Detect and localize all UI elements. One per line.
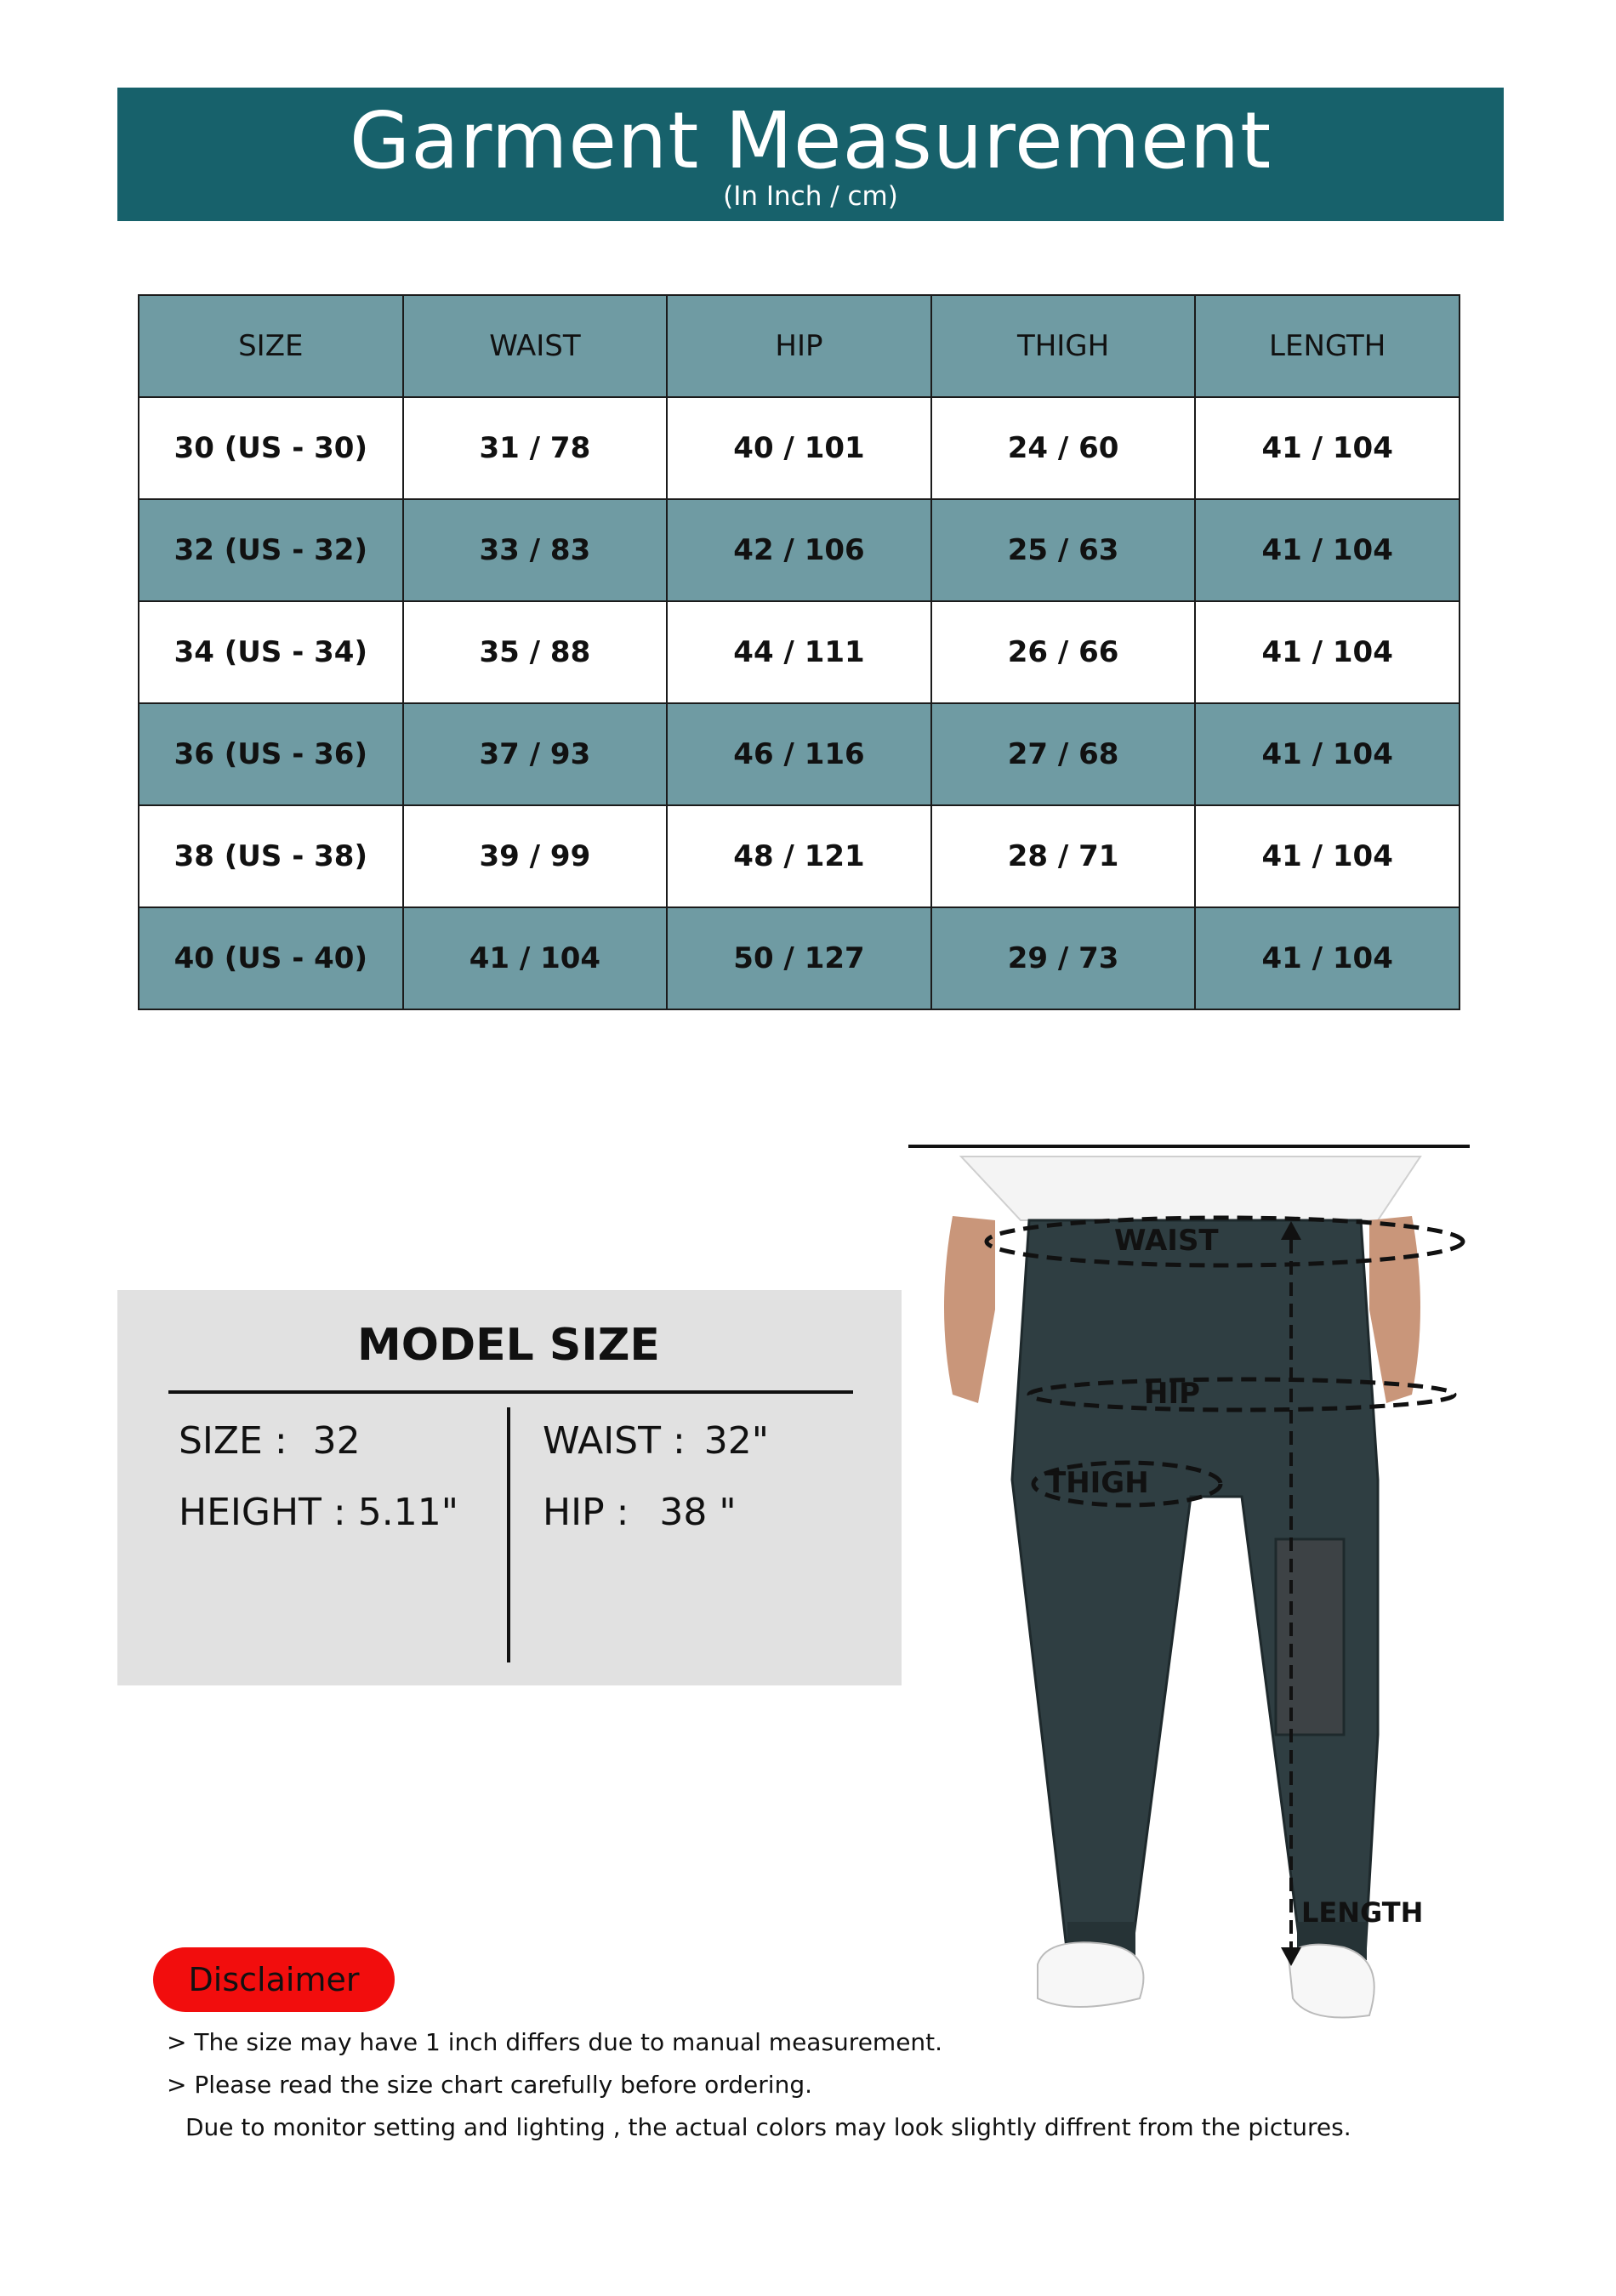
table-header-row (139, 295, 1460, 397)
hip-diagram-label: HIP (1144, 1377, 1201, 1411)
page-title: Garment Measurement (349, 95, 1272, 186)
table-cell: 37 / 93 (403, 703, 668, 805)
table-cell: 36 (US - 36) (139, 703, 403, 805)
table-cell: 32 (US - 32) (139, 499, 403, 601)
left-shoe-shape (1038, 1942, 1143, 2007)
col-header-waist: WAIST (403, 295, 668, 397)
table-row (139, 907, 1460, 1009)
model-height-row (179, 1489, 458, 1537)
model-hip-label: HIP : (543, 1491, 629, 1534)
table-cell: 29 / 73 (931, 907, 1196, 1009)
table-cell: 25 / 63 (931, 499, 1196, 601)
table-cell: 42 / 106 (667, 499, 931, 601)
table-cell: 31 / 78 (403, 397, 668, 499)
table-cell: 26 / 66 (931, 601, 1196, 703)
col-header-thigh: THIGH (931, 295, 1196, 397)
divider (507, 1407, 510, 1662)
table-cell: 41 / 104 (1195, 907, 1460, 1009)
table-row (139, 601, 1460, 703)
model-height-value: 5.11" (357, 1491, 458, 1534)
table-cell: 48 / 121 (667, 805, 931, 907)
table-row (139, 805, 1460, 907)
table-cell: 41 / 104 (1195, 499, 1460, 601)
table-row (139, 499, 1460, 601)
table-cell: 41 / 104 (1195, 805, 1460, 907)
table-row (139, 703, 1460, 805)
col-header-size: SIZE (139, 295, 403, 397)
table-cell: 24 / 60 (931, 397, 1196, 499)
divider (168, 1390, 853, 1394)
table-cell: 38 (US - 38) (139, 805, 403, 907)
table-cell: 33 / 83 (403, 499, 668, 601)
model-size-title: MODEL SIZE (357, 1320, 660, 1371)
disclaimer-note: > Please read the size chart carefully before ordering. (167, 2071, 812, 2099)
table-cell: 41 / 104 (1195, 601, 1460, 703)
waist-diagram-label: WAIST (1114, 1224, 1219, 1258)
model-size-value: 32 (312, 1419, 361, 1463)
table-cell: 40 (US - 40) (139, 907, 403, 1009)
disclaimer-badge: Disclaimer (153, 1947, 395, 2012)
table-cell: 30 (US - 30) (139, 397, 403, 499)
table-row (139, 397, 1460, 499)
size-chart-table (138, 294, 1460, 1010)
table-cell: 40 / 101 (667, 397, 931, 499)
model-waist-row (543, 1418, 769, 1465)
table-cell: 41 / 104 (1195, 397, 1460, 499)
disclaimer-note: > The size may have 1 inch differs due to manual measurement. (167, 2028, 943, 2056)
thigh-diagram-label: THIGH (1046, 1466, 1149, 1500)
table-cell: 41 / 104 (403, 907, 668, 1009)
model-waist-label: WAIST : (543, 1419, 686, 1463)
table-cell: 44 / 111 (667, 601, 931, 703)
model-height-label: HEIGHT : (179, 1491, 346, 1534)
page-subtitle: (In Inch / cm) (723, 181, 898, 212)
right-arm-shape (1369, 1216, 1420, 1403)
model-size-row (179, 1418, 361, 1465)
disclaimer-note: Due to monitor setting and lighting , the actual colors may look slightly diffrent from the pictures. (185, 2113, 1351, 2141)
col-header-length: LENGTH (1195, 295, 1460, 397)
model-photo-illustration (902, 1139, 1497, 2075)
table-cell: 50 / 127 (667, 907, 931, 1009)
model-hip-row (543, 1489, 737, 1537)
right-shoe-shape (1289, 1945, 1374, 2018)
model-size-label: SIZE : (179, 1419, 287, 1463)
table-cell: 46 / 116 (667, 703, 931, 805)
table-cell: 34 (US - 34) (139, 601, 403, 703)
col-header-hip: HIP (667, 295, 931, 397)
length-diagram-label: LENGTH (1301, 1896, 1424, 1929)
shirt-shape (961, 1157, 1420, 1220)
table-cell: 39 / 99 (403, 805, 668, 907)
header-banner (117, 88, 1504, 221)
cargo-pocket-shape (1276, 1539, 1344, 1735)
table-cell: 41 / 104 (1195, 703, 1460, 805)
model-size-panel (117, 1290, 902, 1685)
table-cell: 27 / 68 (931, 703, 1196, 805)
table-cell: 35 / 88 (403, 601, 668, 703)
model-waist-value: 32" (703, 1419, 770, 1463)
table-cell: 28 / 71 (931, 805, 1196, 907)
model-hip-value: 38 " (659, 1491, 737, 1534)
